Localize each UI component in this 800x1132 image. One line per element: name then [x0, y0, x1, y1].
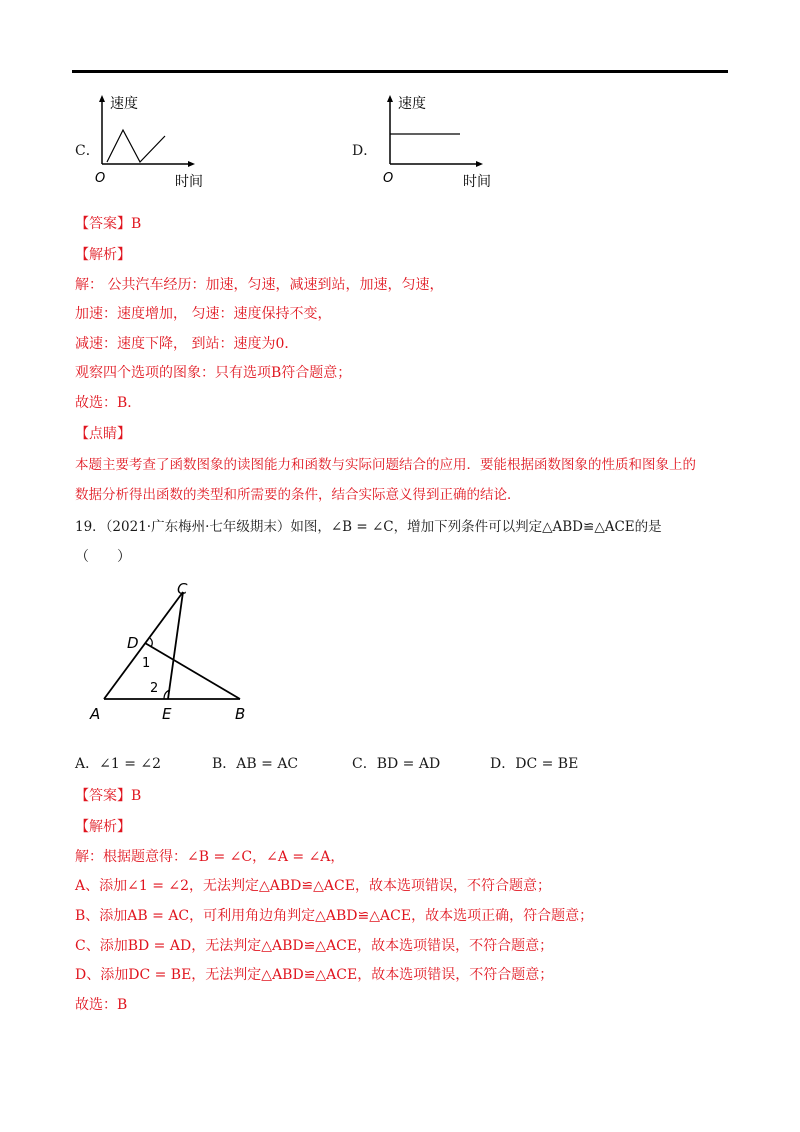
graph-c-y-arrow — [99, 95, 105, 102]
label-e: E — [162, 705, 172, 723]
triangle-figure — [80, 572, 270, 727]
header-rule — [72, 70, 728, 73]
graph-d-x-label: 时间 — [463, 174, 491, 190]
q19-option-c: C．BD = AD — [352, 756, 441, 772]
graph-d-y-label: 速度 — [398, 96, 426, 112]
graph-d-y-arrow — [387, 95, 393, 102]
graph-c — [90, 92, 220, 192]
q19-analysis-line: B、添加AB = AC，可利用角边角判定△ABD≌△ACE，故本选项正确，符合题意； — [75, 908, 594, 924]
q19-analysis-line: 解：根据题意得：∠B = ∠C，∠A = ∠A， — [75, 849, 345, 865]
q19-answer: 【答案】B — [75, 788, 142, 804]
graph-c-curve — [107, 130, 165, 162]
q18-analysis-line: 加速：速度增加， 匀速：速度保持不变， — [75, 306, 332, 322]
segment-db — [145, 643, 240, 699]
q19-stem: 19．（2021·广东梅州·七年级期末）如图，∠B = ∠C，增加下列条件可以判定△ABD≌△ACE的是 — [75, 519, 662, 535]
label-c: C — [177, 580, 188, 598]
graph-c-y-label: 速度 — [110, 96, 138, 112]
q18-analysis-tag: 【解析】 — [75, 247, 131, 263]
q18-analysis-line: 观察四个选项的图象：只有选项B符合题意； — [75, 365, 352, 381]
q19-analysis-line: C、添加BD = AD，无法判定△ABD≌△ACE，故本选项错误，不符合题意； — [75, 938, 554, 954]
graph-d-x-arrow — [476, 161, 483, 167]
graph-c-x-label: 时间 — [175, 174, 203, 190]
q19-analysis-line: D、添加DC = BE，无法判定△ABD≌△ACE，故本选项错误，不符合题意； — [75, 967, 554, 983]
q19-option-a: A．∠1 = ∠2 — [75, 756, 162, 772]
graph-c-x-arrow — [188, 161, 195, 167]
q18-analysis-line: 减速：速度下降， 到站：速度为0． — [75, 336, 299, 352]
q18-analysis-line: 故选：B． — [75, 395, 142, 411]
q19-option-d: D．DC = BE — [490, 756, 579, 772]
q18-comment-tag: 【点睛】 — [75, 426, 131, 442]
q19-analysis-line: A、添加∠1 = ∠2，无法判定△ABD≌△ACE，故本选项错误，不符合题意； — [75, 878, 551, 894]
q19-analysis-tag: 【解析】 — [75, 819, 131, 835]
option-d-label: D． — [352, 143, 378, 159]
q18-analysis-line: 解： 公共汽车经历：加速，匀速，减速到站，加速，匀速， — [75, 277, 444, 293]
q19-analysis-line: 故选：B — [75, 997, 128, 1013]
q19-answer-paren: （ ） — [75, 549, 131, 565]
graph-c-origin: O — [95, 171, 106, 186]
graph-d-origin: O — [383, 171, 394, 186]
option-c-label: C． — [75, 143, 100, 159]
q18-answer: 【答案】B — [75, 216, 142, 232]
label-b: B — [235, 705, 246, 723]
graph-d — [378, 92, 508, 192]
q19-option-b: B．AB = AC — [212, 756, 299, 772]
label-1: 1 — [142, 656, 151, 671]
label-d: D — [127, 634, 139, 652]
label-a: A — [90, 705, 101, 723]
q18-comment-line: 本题主要考查了函数图象的读图能力和函数与实际问题结合的应用．要能根据函数图象的性质和图象上的 — [75, 457, 696, 473]
q18-comment-line: 数据分析得出函数的类型和所需要的条件，结合实际意义得到正确的结论． — [75, 487, 521, 503]
label-2: 2 — [150, 681, 159, 696]
